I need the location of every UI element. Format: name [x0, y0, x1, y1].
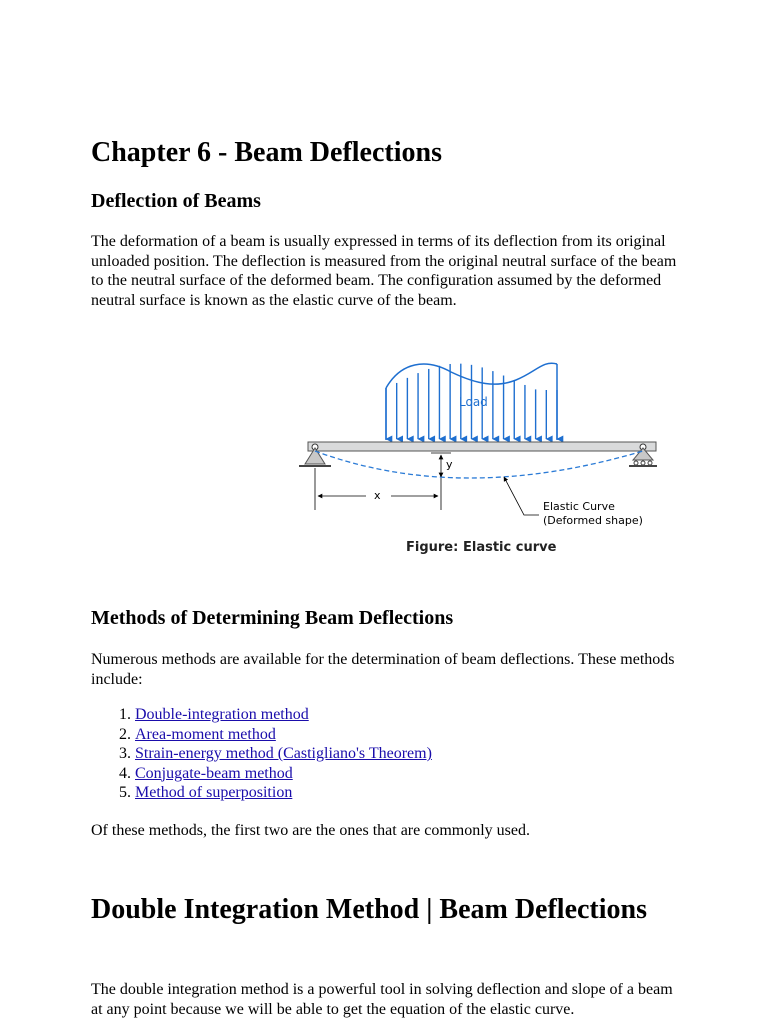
double-integration-paragraph: The double integration method is a powerful tool in solving deflection and slope of a beam at any point because we will be able to get the equation of the elastic curve.: [91, 981, 673, 1018]
double-integration-heading: Double Integration Method | Beam Deflections: [91, 894, 647, 925]
method-link-double-integration[interactable]: Double-integration method: [135, 706, 309, 723]
list-item: [135, 705, 432, 725]
figure-caption-prefix: Figure:: [406, 540, 459, 555]
section-heading-deflection-of-beams: Deflection of Beams: [91, 190, 261, 212]
methods-closing: Of these methods, the first two are the ones that are commonly used.: [91, 822, 530, 839]
load-label: Load: [459, 395, 488, 409]
list-item: [135, 744, 432, 764]
list-item: [135, 725, 432, 745]
figure-caption-text: Elastic curve: [463, 540, 557, 555]
method-link-conjugate-beam[interactable]: Conjugate-beam method: [135, 764, 293, 782]
beam-diagram: [291, 350, 671, 560]
x-label: x: [374, 489, 381, 502]
methods-list: [91, 705, 432, 803]
section-heading-methods: Methods of Determining Beam Deflections: [91, 607, 454, 629]
list-item: [135, 783, 432, 803]
chapter-title: Chapter 6 - Beam Deflections: [91, 137, 442, 168]
method-link-superposition[interactable]: Method of superposition: [135, 784, 293, 801]
elastic-curve: [315, 451, 643, 478]
method-link-area-moment[interactable]: Area-moment method: [135, 725, 276, 743]
deformed-shape-label: (Deformed shape): [543, 514, 643, 527]
y-label: y: [446, 458, 453, 471]
method-link-strain-energy[interactable]: Strain-energy method (Castigliano's Theorem): [135, 745, 432, 762]
elastic-curve-figure: [291, 350, 671, 560]
beam: [308, 442, 656, 451]
methods-intro: Numerous methods are available for the determination of beam deflections. These methods include:: [91, 651, 675, 688]
deflection-paragraph: The deformation of a beam is usually expressed in terms of its deflection from its original unloaded position. The deflection is measured from the original neutral surface of the beam to the neutral surface of the deformed beam. The configuration assumed by the deformed neutral surface is known as the elastic curve of the beam.: [91, 233, 677, 309]
list-item: [135, 764, 432, 784]
elastic-curve-label: Elastic Curve: [543, 500, 615, 513]
